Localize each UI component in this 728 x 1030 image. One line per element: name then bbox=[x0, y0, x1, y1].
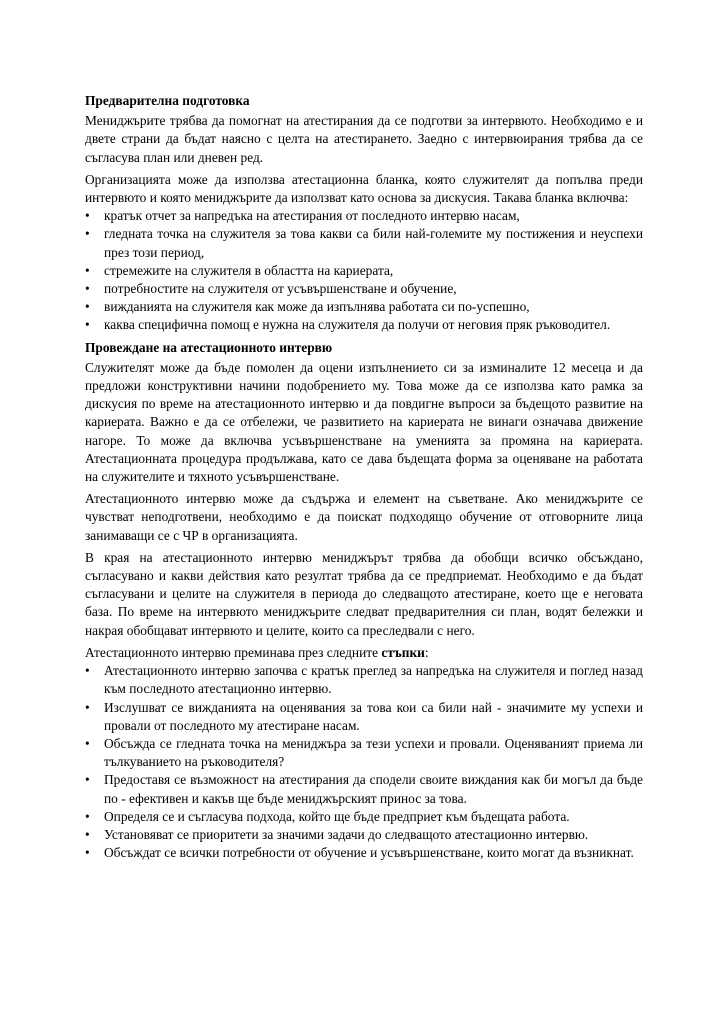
steps-bullet-list bbox=[85, 662, 643, 862]
bullet-icon: • bbox=[85, 226, 90, 242]
section-heading-conduct: Провеждане на атестационното интервю bbox=[85, 339, 333, 355]
bullet-icon: • bbox=[85, 299, 90, 315]
list-item: • Изслушват се вижданията на оценявания за това кои са били най - значимите му успехи и провали от последното му атестиране насам. bbox=[85, 699, 643, 733]
list-item: • Предоставя се възможност на атестирания да сподели своите виждания как би могъл да бъде по - ефективен и какъв ще бъде мениджърският принос за това. bbox=[85, 772, 643, 806]
list-item: • стремежите на служителя в областта на кариерата, bbox=[85, 262, 643, 280]
bullet-icon: • bbox=[85, 699, 90, 715]
bullet-icon: • bbox=[85, 281, 90, 297]
bullet-icon: • bbox=[85, 208, 90, 224]
paragraph-prep-2: Организацията може да използва атестационна бланка, която служителят да попълва преди интервюто и която мениджърите да използват като основа за дискусия. Такава бланка включва: bbox=[85, 171, 643, 206]
paragraph-prep-1: Мениджърите трябва да помогнат на атестирания да се подготви за интервюто. Необходимо е и двете страни да бъдат наясно с целта на атестирането. Заедно с интервюирания трябва да се съгласува план или дневен ред. bbox=[85, 113, 643, 165]
list-item: • вижданията на служителя как може да изпълнява работата си по-успешно, bbox=[85, 298, 643, 316]
steps-keyword: стъпки bbox=[381, 644, 425, 660]
list-item: • потребностите на служителя от усъвършенстване и обучение, bbox=[85, 280, 643, 298]
list-item: • Определя се и съгласува подхода, който ще бъде предприет към бъдещата работа. bbox=[85, 808, 643, 826]
bullet-icon: • bbox=[85, 262, 90, 278]
paragraph-conduct-2: Атестационното интервю може да съдържа и елемент на съветване. Ако мениджърите се чувстват неподготвени, необходимо е да поискат подходящо обучение от отговорните лица занимаващи се с ЧР в организацията. bbox=[85, 491, 643, 543]
bullet-icon: • bbox=[85, 826, 90, 842]
bullet-icon: • bbox=[85, 845, 90, 861]
list-item: • гледната точка на служителя за това какви са били най-големите му постижения и неуспехи през този период, bbox=[85, 226, 643, 260]
list-item: • Установяват се приоритети за значими задачи до следващото атестационно интервю. bbox=[85, 826, 643, 844]
document-page bbox=[85, 92, 643, 866]
prep-bullet-list bbox=[85, 207, 643, 334]
paragraph-conduct-1: Служителят може да бъде помолен да оцени изпълнението си за изминалите 12 месеца и да предложи конструктивни начини подобрението му. Това може да се използва като рамка за дискусия по време на атестационното интервю и да повдигне въпроси за бъдещото развитие на кариерата. Важно е да се отбележи, че развитието на кариерата не винаги означава движение нагоре. То може да включва усъвършенстване на уменията за промяна на кариерата. Атестационната процедура продължава, като се дава бъдещата форма за оценяване на работата на служителите и тяхното усъвършенстване. bbox=[85, 359, 643, 485]
list-item: • кратък отчет за напредъка на атестирания от последното интервю насам, bbox=[85, 207, 643, 225]
bullet-icon: • bbox=[85, 663, 90, 679]
list-item: • Атестационното интервю започва с кратък преглед за напредъка на служителя и поглед назад към последното атестационно интервю. bbox=[85, 663, 643, 697]
paragraph-steps-intro: Атестационното интервю преминава през следните стъпки: bbox=[85, 644, 429, 660]
paragraph-conduct-3: В края на атестационното интервю мениджърът трябва да обобщи всичко обсъждано, съгласувано и какви действия като резултат трябва да се предприемат. Необходимо е да бъдат съгласувани и целите на служителя в периода до следващото атестиране, което ще е неговата база. По време на интервюто мениджърите следват предварителния си план, водят бележки и накрая обобщават интервюто и целите, които са преследвали с него. bbox=[85, 549, 643, 638]
list-item: • Обсъжда се гледната точка на мениджъра за тези успехи и провали. Оценяваният приема ли тълкуванието на ръководителя? bbox=[85, 735, 643, 770]
bullet-icon: • bbox=[85, 317, 90, 333]
bullet-icon: • bbox=[85, 772, 90, 788]
list-item: • каква специфична помощ е нужна на служителя да получи от неговия пряк ръководител. bbox=[85, 316, 643, 334]
bullet-icon: • bbox=[85, 808, 90, 824]
bullet-icon: • bbox=[85, 735, 90, 751]
list-item: • Обсъждат се всички потребности от обучение и усъвършенстване, които могат да възникнат. bbox=[85, 844, 643, 862]
section-heading-preparation: Предварителна подготовка bbox=[85, 93, 250, 108]
